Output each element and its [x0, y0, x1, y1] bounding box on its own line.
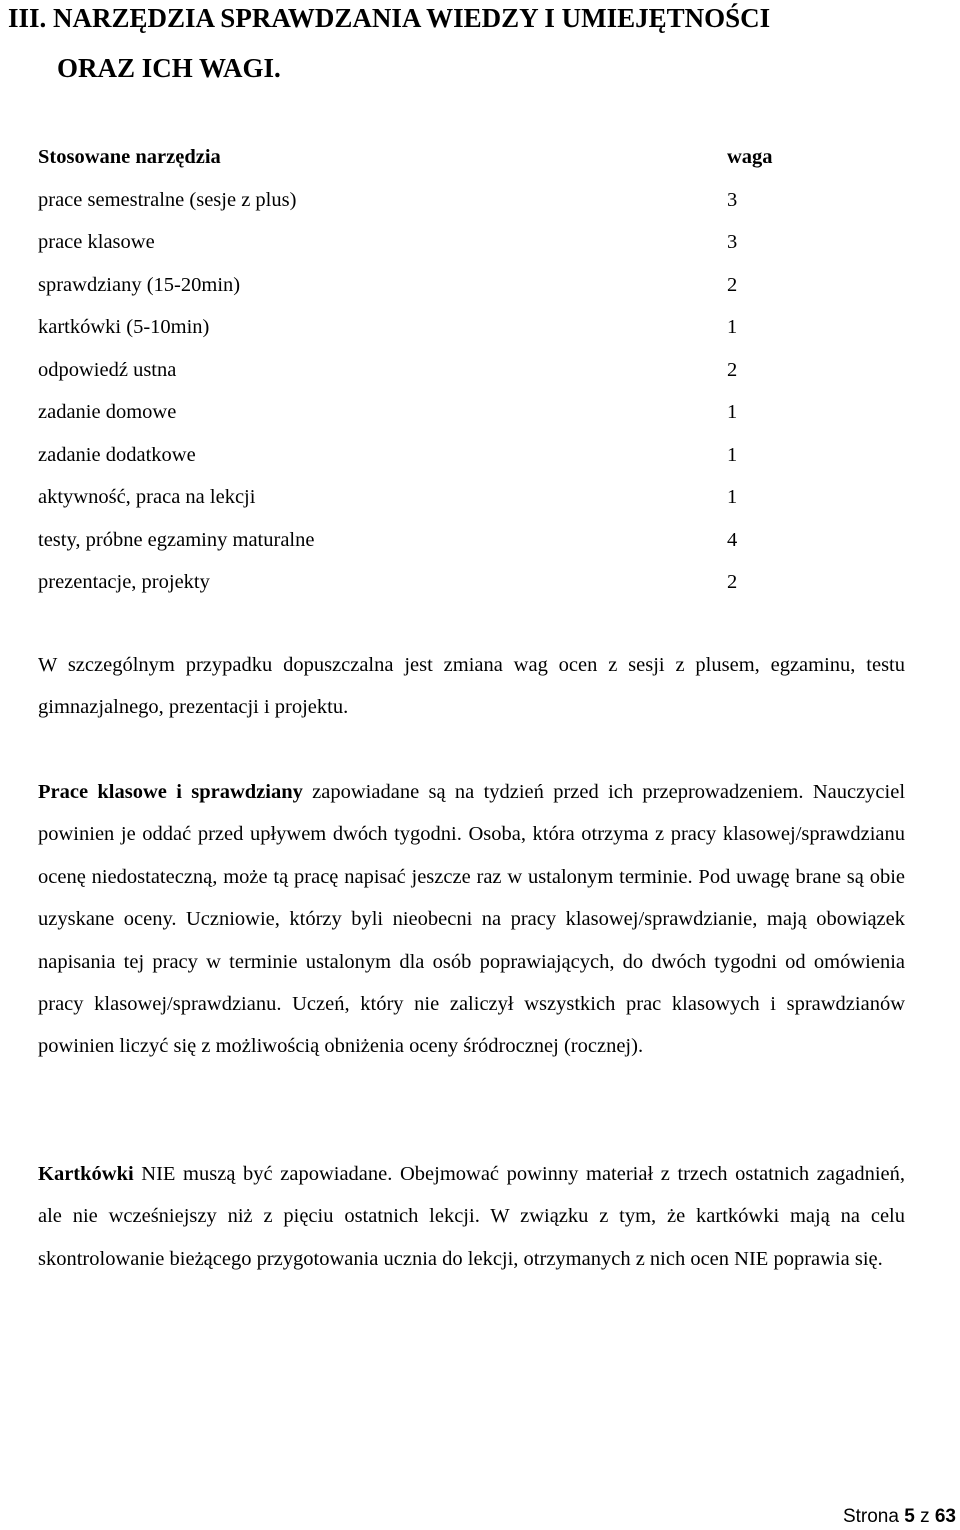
- bold-term-short-quizzes: Kartkówki: [38, 1163, 134, 1185]
- table-row: [38, 398, 798, 441]
- page-footer: [843, 1505, 956, 1529]
- tool-weight: 3: [727, 188, 738, 211]
- section-heading-line-1: III. NARZĘDZIA SPRAWDZANIA WIEDZY I UMIEJĘTNOŚCI: [8, 3, 771, 33]
- total-pages-number: 63: [934, 1506, 956, 1527]
- column-header-tools: Stosowane narzędzia: [38, 146, 221, 168]
- tool-weight: 1: [727, 316, 738, 338]
- tool-weight: 2: [727, 358, 738, 381]
- bold-term-quizzes: i sprawdziany: [176, 781, 303, 803]
- table-row: [38, 271, 798, 314]
- weights-table: [38, 143, 798, 611]
- table-row: [38, 228, 798, 271]
- column-header-weight: waga: [727, 146, 773, 168]
- tool-weight: 4: [727, 528, 738, 551]
- table-row: [38, 441, 798, 484]
- tool-name: prace semestralne (sesje z plus): [38, 188, 297, 211]
- class-tests-paragraph: [38, 771, 905, 1068]
- tool-name: prezentacje, projekty: [38, 571, 210, 593]
- class-tests-text: zapowiadane są na tydzień przed ich przeprowadzeniem. Nauczyciel powinien je oddać przed upływem dwóch tygodni. Osoba, która otrzyma z pracy klasowej/sprawdzianu ocenę niedostateczną, może tą pracę napisać jeszcze raz w ustalonym terminie. Pod uwagę brane są obie uzyskane oceny. Uczniowie, którzy byli nieobecni na pracy klasowej/sprawdzianie, mają obowiązek napisania tej pracy w terminie ustalonym dla osób poprawiających, do dwóch tygodni od omówienia pracy klasowej/sprawdzianu. Uczeń, który nie zaliczył wszystkich prac klasowych i sprawdzianów powinien liczyć się z możliwością obniżenia oceny śródrocznej (rocznej).: [38, 781, 906, 1058]
- page-label: Strona: [842, 1506, 905, 1527]
- table-row: [38, 483, 798, 526]
- tool-name: testy, próbne egzaminy maturalne: [38, 528, 315, 551]
- tool-name: prace klasowe: [38, 231, 155, 253]
- tool-name: sprawdziany (15-20min): [38, 273, 241, 296]
- short-quizzes-paragraph: [38, 1153, 905, 1280]
- tool-weight: 2: [727, 273, 738, 296]
- tool-name: zadanie domowe: [38, 401, 177, 423]
- tool-name: aktywność, praca na lekcji: [38, 486, 256, 508]
- tool-name: kartkówki (5-10min): [38, 316, 210, 338]
- tool-name: odpowiedź ustna: [38, 358, 177, 381]
- weight-change-paragraph: W szczególnym przypadku dopuszczalna jest zmiana wag ocen z sesji z plusem, egzaminu, testu gimnazjalnego, prezentacji i projektu.: [38, 654, 905, 719]
- table-row: [38, 356, 798, 399]
- current-page-number: 5: [904, 1506, 915, 1527]
- tool-weight: 1: [727, 443, 738, 466]
- section-heading-line-2: ORAZ ICH WAGI.: [57, 53, 281, 83]
- tool-weight: 1: [727, 486, 738, 508]
- table-header-row: [38, 143, 798, 186]
- page-separator: z: [914, 1506, 935, 1527]
- table-row: [38, 313, 798, 356]
- table-row: [38, 526, 798, 569]
- table-row: [38, 568, 798, 611]
- tool-weight: 1: [727, 401, 738, 423]
- short-quizzes-text: NIE muszą być zapowiadane. Obejmować powinny materiał z trzech ostatnich zagadnień, ale nie wcześniejszy niż z pięciu ostatnich lekcji. W związku z tym, że kartkówki mają na celu skontrolowanie bieżącego przygotowania ucznia do lekcji, otrzymanych z nich ocen NIE poprawia się.: [38, 1163, 905, 1270]
- tool-weight: 3: [727, 231, 738, 253]
- table-row: [38, 186, 798, 229]
- bold-term-class-tests: Prace klasowe: [38, 781, 167, 803]
- tool-name: zadanie dodatkowe: [38, 443, 196, 466]
- tool-weight: 2: [727, 571, 738, 593]
